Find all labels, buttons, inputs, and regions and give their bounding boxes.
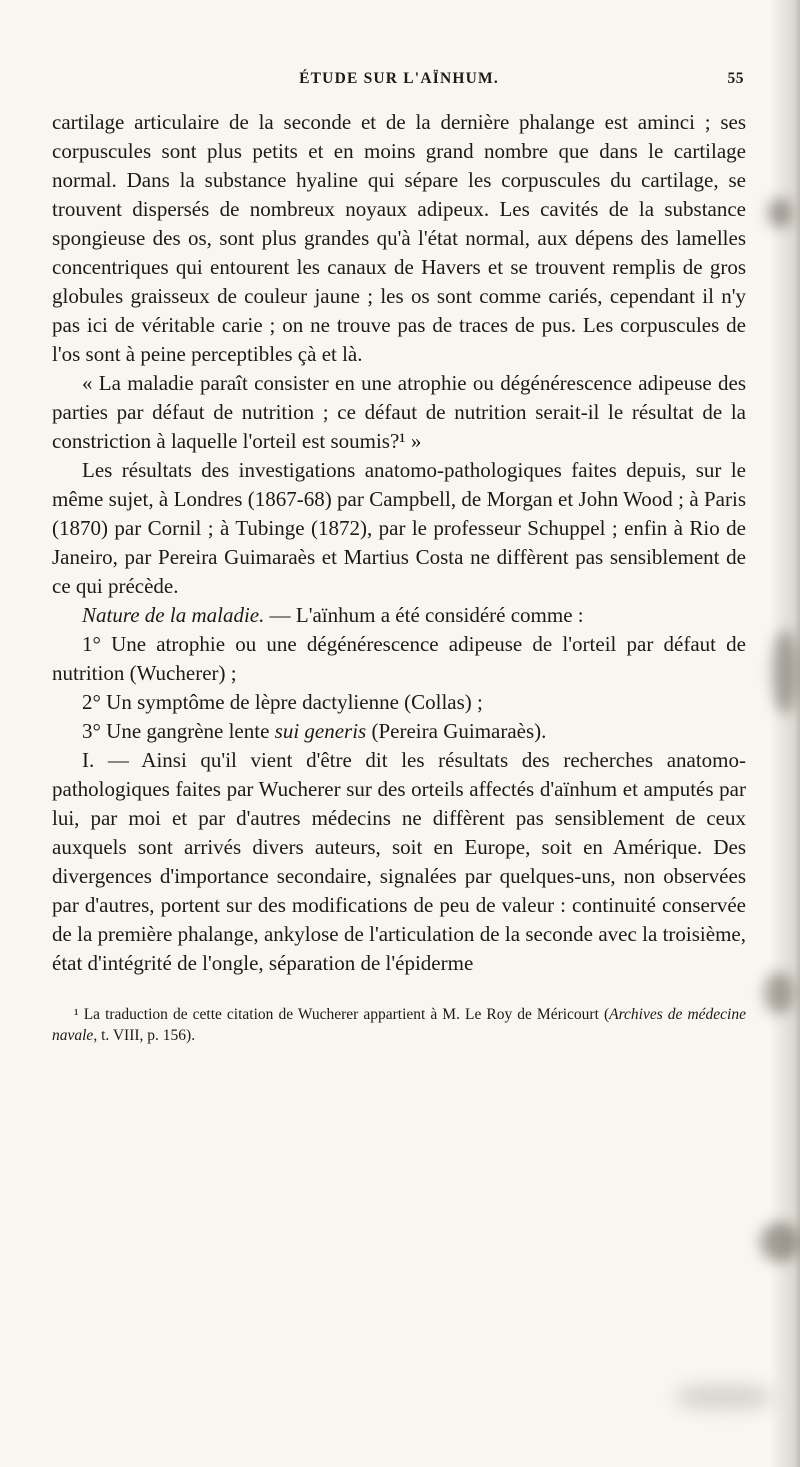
- paragraph-italic: sui generis: [274, 719, 367, 743]
- list-item-2: [52, 688, 746, 717]
- paragraph-text: 3° Une gangrène lente: [82, 719, 275, 743]
- paragraph-text: (Pereira Guimaraès).: [366, 719, 547, 743]
- paragraph-text: cartilage articulaire de la seconde et de la dernière phalange est aminci ; ses corpuscules sont plus petits et en moins grand nombre que dans le cartilage normal. Dans la substance hyaline qui sépare les corpuscules du cartilage, se trouvent dispersés de nombreux noyaux adipeux. Les cavités de la substance spongieuse des os, sont plus grandes qu'à l'état normal, aux dépens des lamelles concentriques qui entourent les canaux de Havers et se trouvent remplis de gros globules graisseux de couleur jaune ; les os sont comme cariés, cependant il n'y pas ici de véritable carie ; on ne trouve pas de traces de pus. Les corpuscules de l'os sont à peine perceptibles çà et là.: [52, 110, 746, 366]
- scan-artifact: [676, 1385, 772, 1409]
- paragraph: [52, 456, 746, 601]
- page-header: [52, 70, 746, 96]
- paragraph: [52, 601, 746, 630]
- paragraph-lead-italic: Nature de la maladie.: [82, 603, 265, 627]
- paragraph-text: 1° Une atrophie ou une dégénérescence adipeuse de l'orteil par défaut de nutrition (Wucherer) ;: [52, 632, 746, 685]
- running-title: ÉTUDE SUR L'AÏNHUM.: [299, 70, 499, 87]
- paragraph-text: Les résultats des investigations anatomo-pathologiques faites depuis, sur le même sujet, à Londres (1867-68) par Campbell, de Morgan et John Wood ; à Paris (1870) par Cornil ; à Tubinge (1872), par le professeur Schuppel ; enfin à Rio de Janeiro, par Pereira Guimaraès et Martius Costa ne diffèrent pas sensiblement de ce qui précède.: [52, 458, 746, 598]
- footnote-segment: ¹ La traduction de cette citation de Wucherer appartient à M. Le Roy de Méricourt (: [74, 1006, 610, 1023]
- footnote-text: [52, 1004, 746, 1046]
- list-item-1: [52, 630, 746, 688]
- list-item-3: [52, 717, 746, 746]
- footnote: [52, 1004, 746, 1046]
- footnote-segment: , t. VIII, p. 156).: [93, 1027, 196, 1044]
- paragraph-text: I. — Ainsi qu'il vient d'être dit les résultats des recherches anatomo-pathologiques faites par Wucherer sur des orteils affectés d'aïnhum et amputés par lui, par moi et par d'autres médecins ne diffèrent pas sensiblement de ceux auxquels sont arrivés divers auteurs, soit en Europe, soit en Amérique. Des divergences d'importance secondaire, signalées par quelques-uns, non observées par d'autres, portent sur des modifications de peu de valeur : continuité conservée de la première phalange, ankylose de l'articulation de la seconde avec la troisième, état d'intégrité de l'ongle, séparation de l'épiderme: [52, 748, 746, 975]
- paragraph-text: 2° Un symptôme de lèpre dactylienne (Collas) ;: [82, 690, 483, 714]
- page-number: 55: [727, 70, 744, 87]
- page-body: [52, 108, 746, 978]
- paragraph: [52, 369, 746, 456]
- scan-artifact: [760, 1222, 800, 1262]
- footnote-journal-title: Archives de médecine navale: [52, 1006, 746, 1044]
- paragraph-text: — L'aïnhum a été considéré comme :: [264, 603, 584, 627]
- paragraph-text: « La maladie paraît consister en une atrophie ou dégénérescence adipeuse des parties par défaut de nutrition ; ce défaut de nutrition serait-il le résultat de la constriction à laquelle l'orteil est soumis?¹ »: [52, 371, 746, 453]
- paragraph: [52, 746, 746, 978]
- paragraph: [52, 108, 746, 369]
